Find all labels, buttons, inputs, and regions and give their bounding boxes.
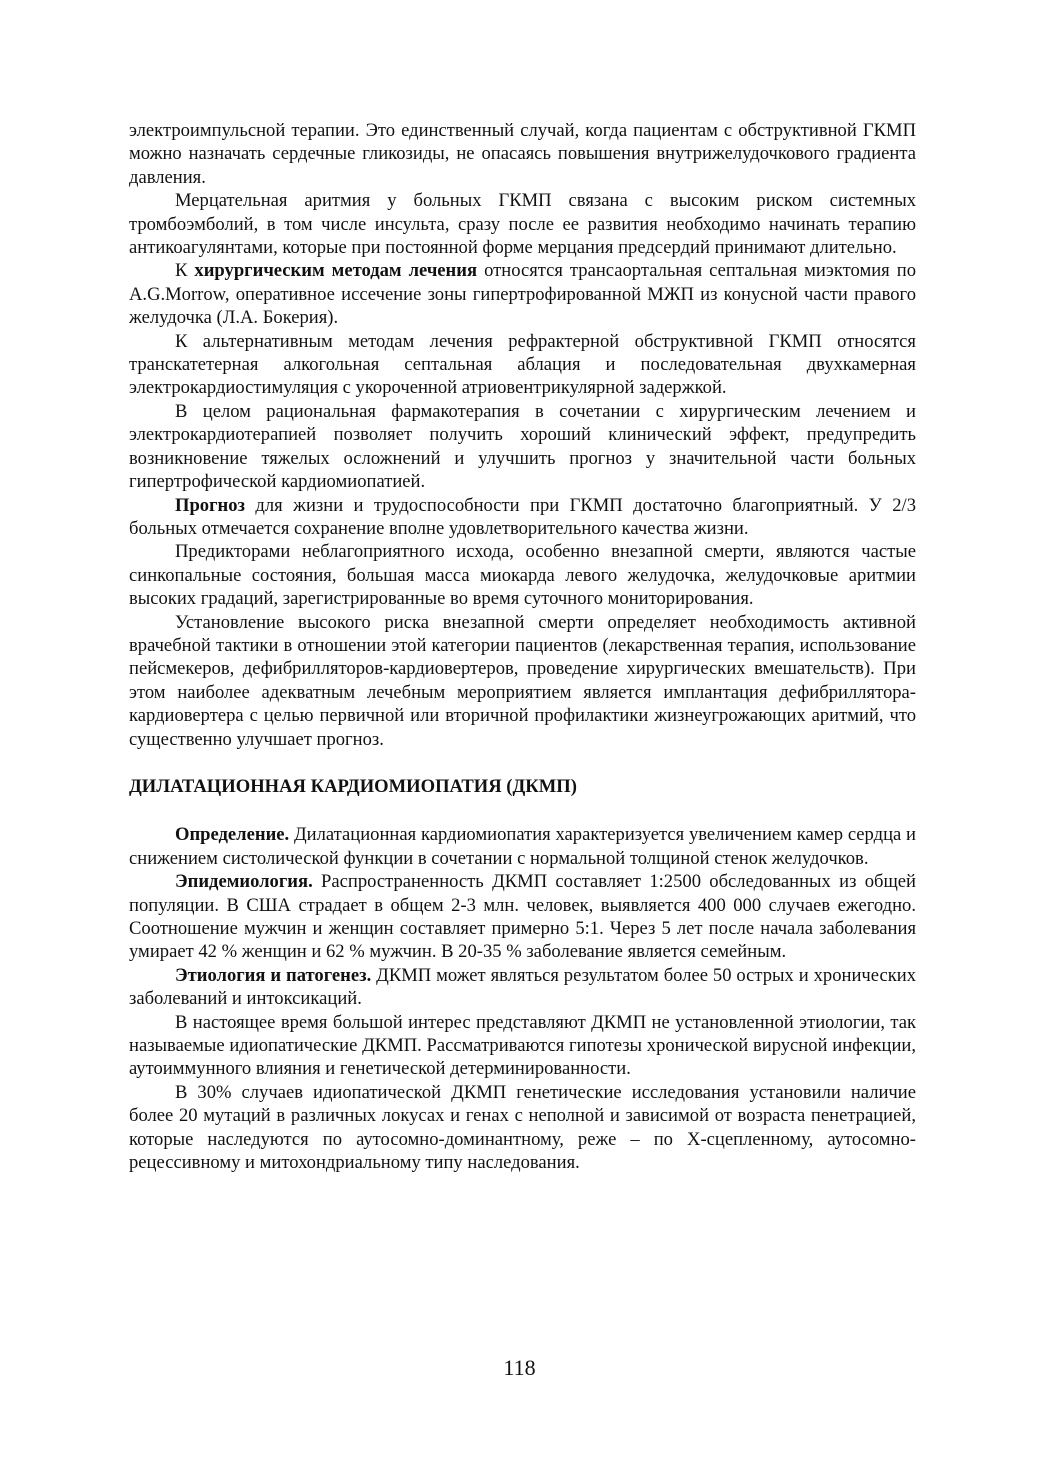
paragraph: [129, 870, 916, 964]
paragraph: [129, 494, 916, 541]
bold-term: Этиология и патогенез.: [175, 964, 372, 986]
bold-term: Эпидемиология.: [175, 871, 313, 893]
paragraph-text: Дилатационная кардиомиопатия характеризуется увеличением камер сердца и снижением систолической функции в сочетании с нормальной толщиной стенок желудочков.: [129, 824, 916, 869]
page-body: [129, 119, 916, 1174]
bold-term: Определение.: [175, 824, 290, 846]
paragraph: В целом рациональная фармакотерапия в сочетании с хирургическим лечением и электрокардиотерапией позволяет получить хороший клинический эффект, предупредить возникновение тяжелых осложнений и улучшить прогноз у значительной части больных гипертрофической кардиомиопатией.: [129, 400, 916, 493]
bold-term: Прогноз: [175, 494, 246, 516]
paragraph: электроимпульсной терапии. Это единственный случай, когда пациентам с обструктивной ГКМП можно назначать сердечные гликозиды, не опасаясь повышения внутрижелудочкового градиента давления.: [129, 120, 916, 188]
paragraph: [129, 259, 916, 329]
paragraph: [129, 823, 916, 870]
paragraph: В 30% случаев идиопатической ДКМП генетические исследования установили наличие более 20 мутаций в различных локусах и генах с неполной и зависимой от возраста пенетрацией, которые наследуются по аутосомно-доминантному, реже – по X-сцепленному, аутосомно-рецессивному и митохондриальному типу наследования.: [129, 1081, 916, 1174]
paragraph-lead: К: [175, 260, 195, 282]
paragraph: [129, 964, 916, 1011]
paragraph-text: Распространенность ДКМП составляет 1:2500 обследованных из общей популяции. В США страдает в общем 2-3 млн. человек, выявляется 400 000 случаев ежегодно. Соотношение мужчин и женщин составляет примерно 5:1. Через 5 лет после начала заболевания умирает 42 % женщин и 62 % мужчин. В 20-35 % заболевание является семейным.: [129, 871, 916, 963]
paragraph: Предикторами неблагоприятного исхода, особенно внезапной смерти, являются частые синкопальные состояния, большая масса миокарда левого желудочка, желудочковые аритмии высоких градаций, зарегистрированные во время суточного мониторирования.: [129, 541, 916, 610]
page-number: 118: [503, 1355, 536, 1380]
section-heading: ДИЛАТАЦИОННАЯ КАРДИОМИОПАТИЯ (ДКМП): [129, 775, 577, 797]
bold-term: хирургическим методам лечения: [194, 260, 478, 282]
paragraph: К альтернативным методам лечения рефрактерной обструктивной ГКМП относятся транскатетерная алкогольная септальная аблация и последовательная двухкамерная электрокардиостимуляция с укороченной атриовентрикулярной задержкой.: [129, 330, 916, 399]
paragraph: Установление высокого риска внезапной смерти определяет необходимость активной врачебной тактики в отношении этой категории пациентов (лекарственная терапия, использование пейсмекеров, дефибрилляторов-кардиовертеров, проведение хирургических вмешательств). При этом наиболее адекватным лечебным мероприятием является имплантация дефибриллятора-кардиовертера с целью первичной или вторичной профилактики жизнеугрожающих аритмий, что существенно улучшает прогноз.: [129, 611, 916, 750]
paragraph: Мерцательная аритмия у больных ГКМП связана с высоким риском системных тромбоэмболий, в том числе инсульта, сразу после ее развития необходимо начинать терапию антикоагулянтами, которые при постоянной форме мерцания предсердий принимают длительно.: [129, 190, 916, 259]
paragraph: В настоящее время большой интерес представляют ДКМП не установленной этиологии, так называемые идиопатические ДКМП. Рассматриваются гипотезы хронической вирусной инфекции, аутоиммунного влияния и генетической детерминированности.: [129, 1011, 916, 1080]
paragraph-text: ДКМП может являться результатом более 50 острых и хронических заболеваний и интоксикаций.: [129, 964, 916, 1010]
paragraph-text: относятся трансаортальная септальная миэктомия по A.G.Morrow, оперативное иссечение зоны гипертрофированной МЖП из конусной части правого желудочка (Л.А. Бокерия).: [129, 260, 916, 329]
paragraph-text: для жизни и трудоспособности при ГКМП достаточно благоприятный. У 2/3 больных отмечается сохранение вполне удовлетворительного качества жизни.: [129, 494, 916, 539]
